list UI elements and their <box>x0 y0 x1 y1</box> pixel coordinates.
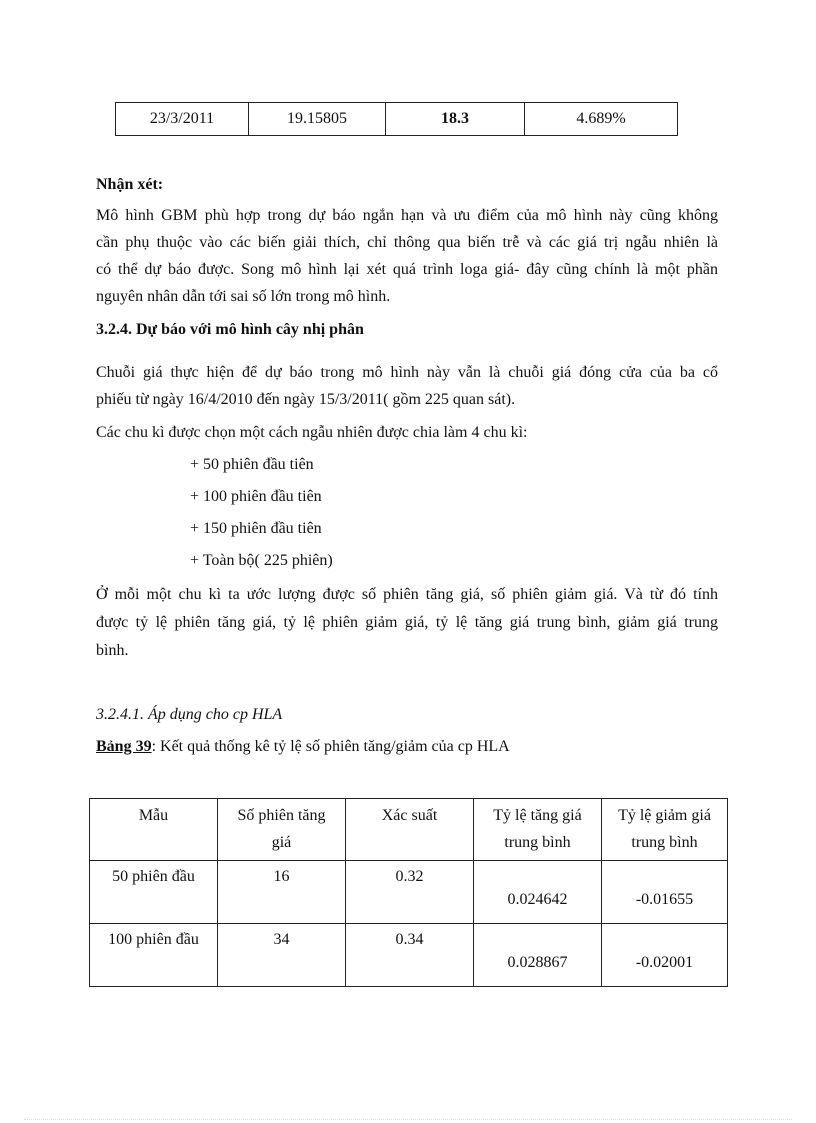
header-prob: Xác suất <box>346 799 474 861</box>
sample-cell: 50 phiên đầu <box>90 861 218 924</box>
header-sample: Mẫu <box>90 799 218 861</box>
forecast-value-cell: 19.15805 <box>249 103 386 136</box>
count-cell: 34 <box>218 924 346 987</box>
stats-table <box>89 798 728 987</box>
list-item: + 50 phiên đầu tiên <box>190 456 314 473</box>
table-row <box>116 103 678 136</box>
actual-value-cell: 18.3 <box>386 103 525 136</box>
date-cell: 23/3/2011 <box>116 103 249 136</box>
caption-text: : Kết quả thống kê tỷ lệ số phiên tăng/giảm của cp HLA <box>151 738 510 755</box>
table-row <box>90 924 728 987</box>
paragraph-line: được tỷ lệ phiên tăng giá, tỷ lệ phiên giảm giá, tỷ lệ tăng giá trung bình, giảm giá trung <box>96 614 718 631</box>
list-item: + Toàn bộ( 225 phiên) <box>190 552 333 569</box>
avg-down-cell: -0.02001 <box>602 924 728 987</box>
prob-cell: 0.32 <box>346 861 474 924</box>
remarks-line: Mô hình GBM phù hợp trong dự báo ngắn hạn và ưu điểm của mô hình này cũng không <box>96 207 718 224</box>
page-bottom-divider <box>24 1119 792 1120</box>
avg-down-cell: -0.01655 <box>602 861 728 924</box>
table-header-row <box>90 799 728 861</box>
paragraph-line: Chuỗi giá thực hiện để dự báo trong mô hình này vẫn là chuỗi giá đóng cửa của ba cổ <box>96 364 718 381</box>
list-item: + 100 phiên đầu tiên <box>190 488 322 505</box>
header-avg-up: Tỷ lệ tăng giá trung bình <box>474 799 602 861</box>
paragraph-line: phiếu từ ngày 16/4/2010 đến ngày 15/3/2011( gồm 225 quan sát). <box>96 391 516 408</box>
paragraph-line: Các chu kì được chọn một cách ngẫu nhiên được chia làm 4 chu kì: <box>96 424 528 441</box>
subsection-heading: 3.2.4.1. Áp dụng cho cp HLA <box>96 706 283 723</box>
remarks-line: có thể dự báo được. Song mô hình lại xét quá trình loga giá- đây cũng chính là một phần <box>96 261 718 278</box>
remarks-line: nguyên nhân dẫn tới sai số lớn trong mô hình. <box>96 288 391 305</box>
caption-label: Bảng 39 <box>96 738 152 755</box>
table-row <box>90 861 728 924</box>
count-cell: 16 <box>218 861 346 924</box>
header-avg-down: Tỷ lệ giảm giá trung bình <box>602 799 728 861</box>
table-caption <box>96 738 510 756</box>
paragraph-line: bình. <box>96 642 129 659</box>
avg-up-cell: 0.028867 <box>474 924 602 987</box>
sample-cell: 100 phiên đầu <box>90 924 218 987</box>
prob-cell: 0.34 <box>346 924 474 987</box>
remarks-line: cần phụ thuộc vào các biến giải thích, chỉ thông qua biến trễ và các giá trị ngẫu nhiên là <box>96 234 718 251</box>
section-heading: 3.2.4. Dự báo với mô hình cây nhị phân <box>96 321 364 338</box>
list-item: + 150 phiên đầu tiên <box>190 520 322 537</box>
remarks-heading: Nhận xét: <box>96 176 164 193</box>
paragraph-line: Ở mỗi một chu kì ta ước lượng được số phiên tăng giá, số phiên giảm giá. Và từ đó tính <box>96 586 718 603</box>
forecast-table <box>115 102 678 136</box>
error-cell: 4.689% <box>525 103 678 136</box>
avg-up-cell: 0.024642 <box>474 861 602 924</box>
header-count: Số phiên tăng giá <box>218 799 346 861</box>
